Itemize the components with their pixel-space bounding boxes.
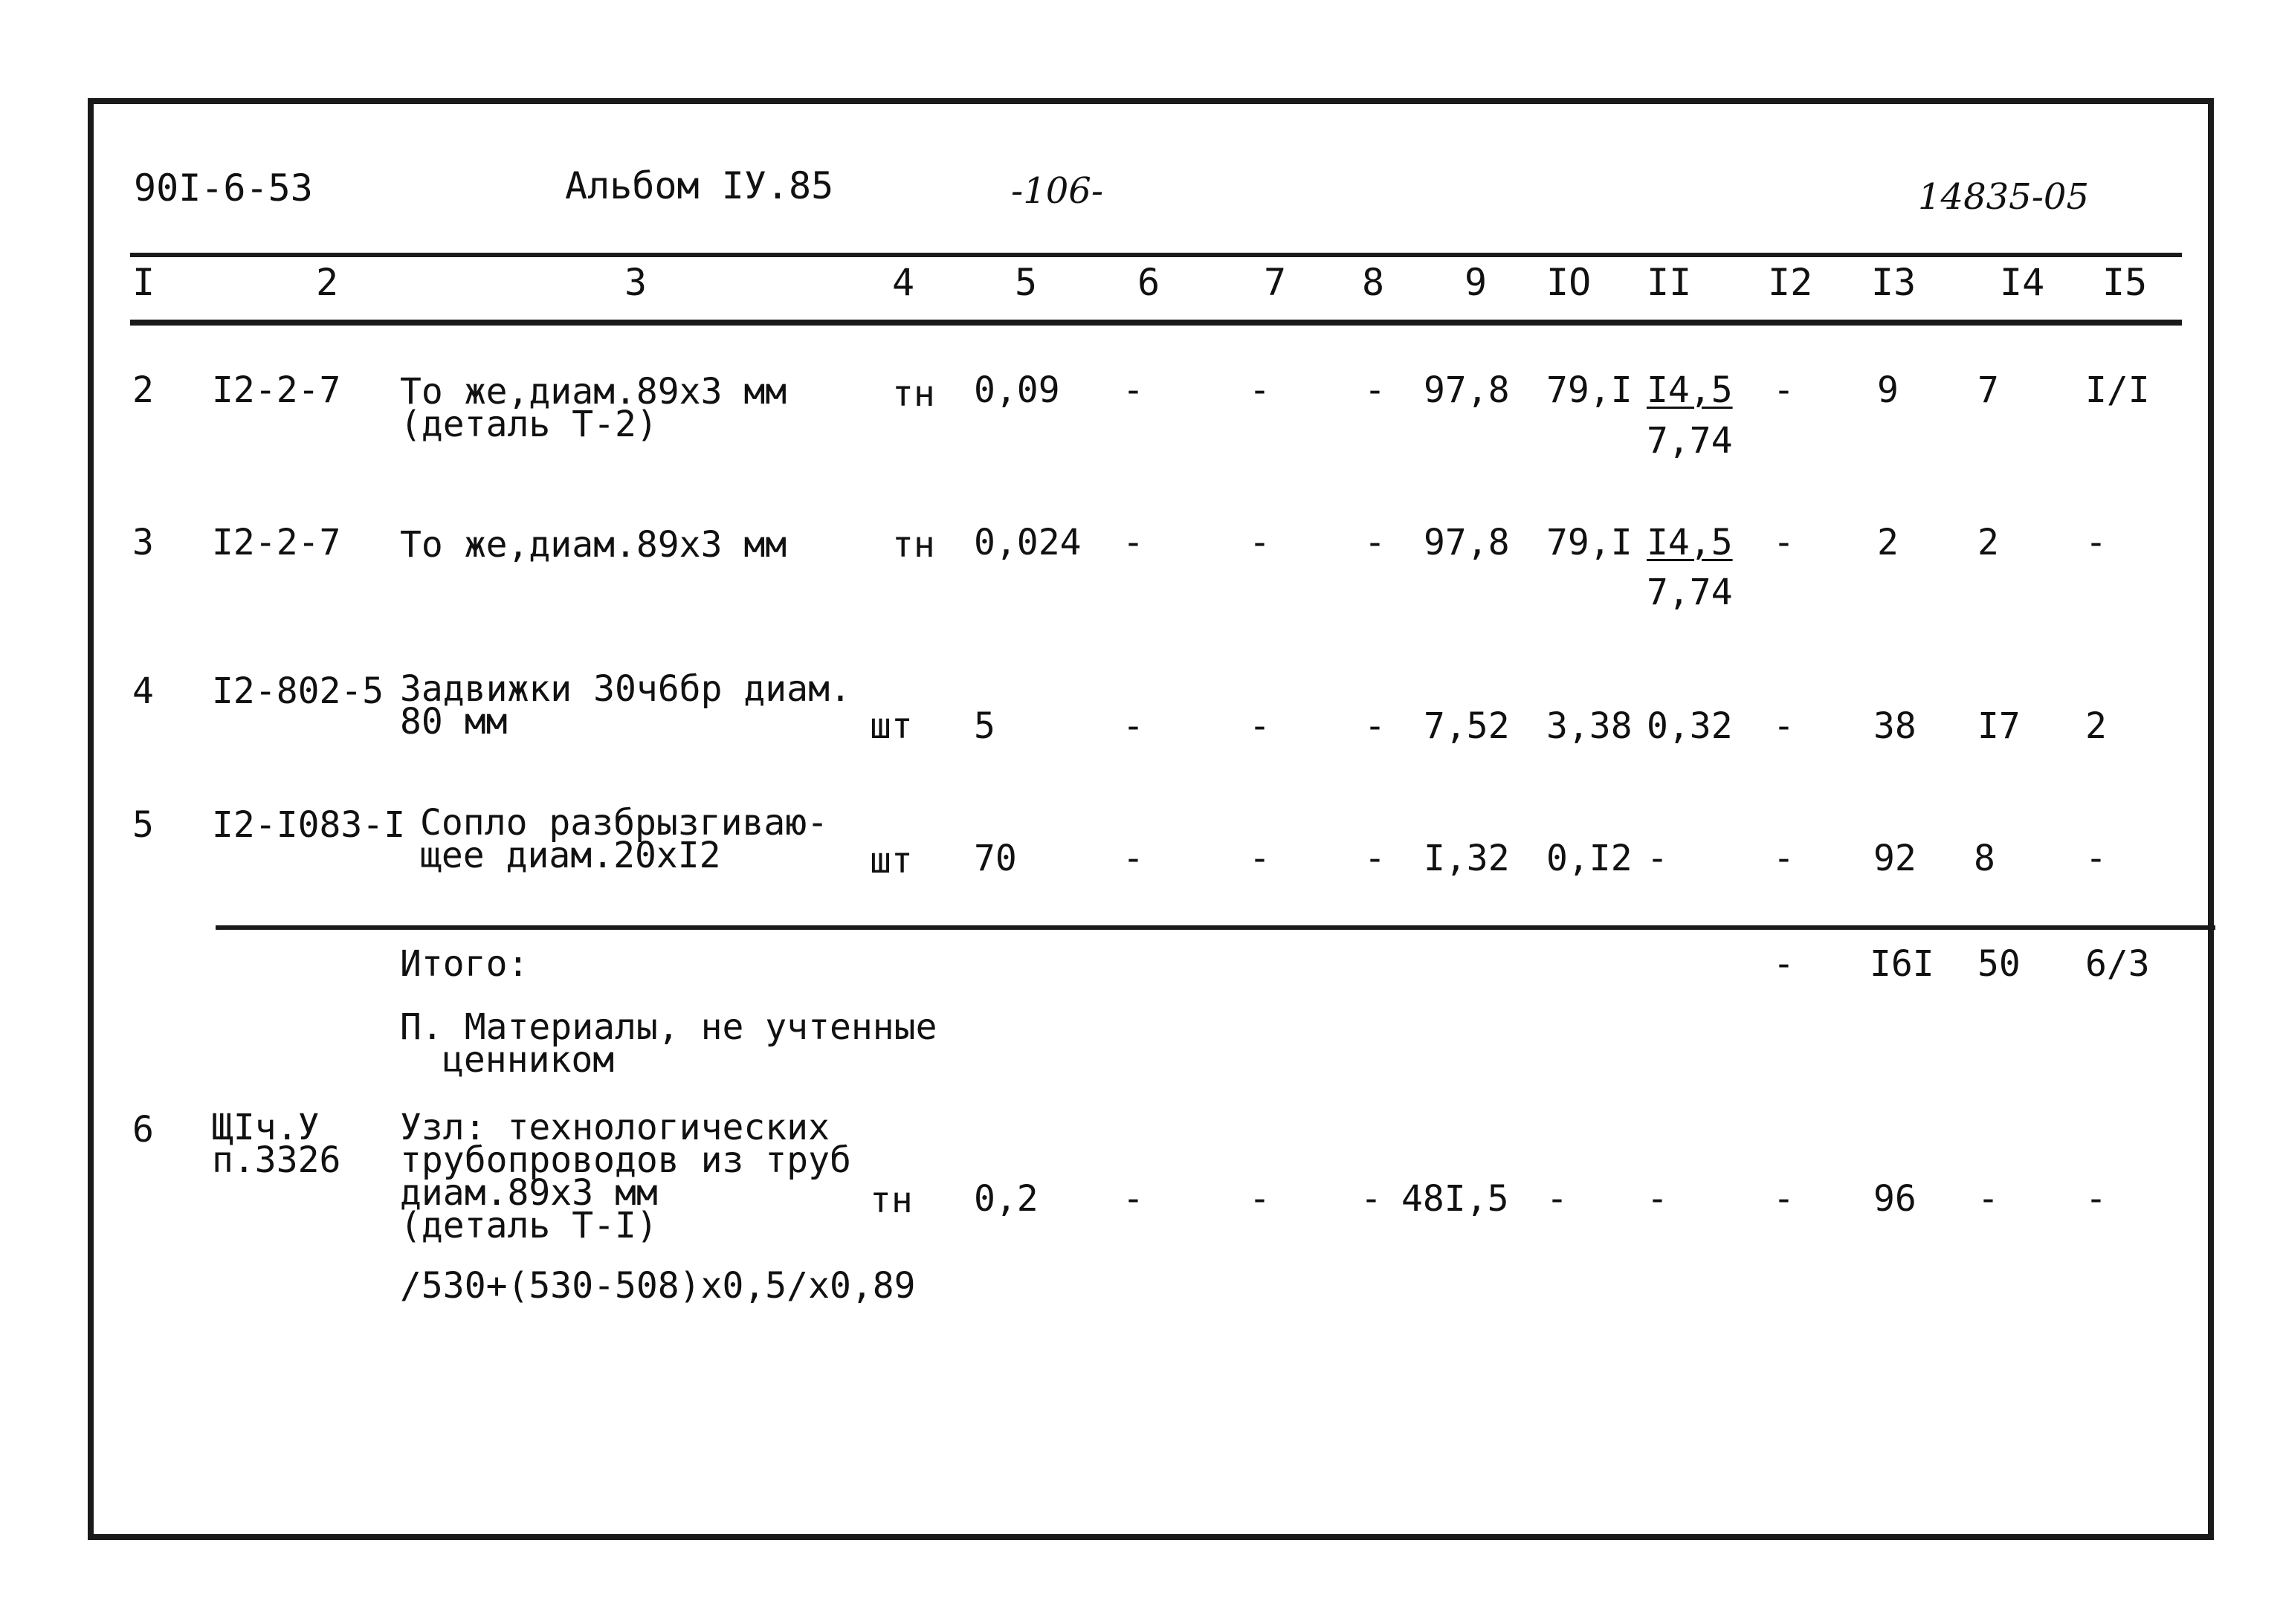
row-4-col8: - (1364, 705, 1386, 747)
column-number-9: 9 (1465, 261, 1488, 304)
column-number-10: IO (1546, 261, 1592, 304)
row-3-col13: 2 (1877, 522, 1899, 563)
row-5-col10: 0,I2 (1546, 838, 1633, 879)
document-code: 90I-6-53 (134, 166, 313, 210)
row-4-quantity: 5 (974, 705, 995, 747)
column-number-14: I4 (2000, 261, 2045, 304)
row-4-description-line-2: 80 мм (400, 701, 508, 743)
row-4-unit: шт (870, 705, 913, 747)
row-2-col12: - (1773, 369, 1795, 411)
row-5-col15: - (2085, 838, 2107, 879)
row-3-col14: 2 (1977, 522, 1999, 563)
row-5-description-line-1: Сопло разбрызгиваю- (420, 802, 829, 844)
row-6-number: 6 (132, 1109, 154, 1151)
album-title: Альбом IУ.85 (565, 164, 834, 207)
row-5-code: I2-I083-I (212, 804, 406, 846)
column-number-8: 8 (1362, 261, 1385, 304)
column-number-2: 2 (316, 261, 339, 304)
row-5-col13: 92 (1873, 838, 1917, 879)
row-3-col11-top: I4,5 (1647, 522, 1733, 563)
total-col13: I6I (1870, 943, 1934, 985)
row-2-col13: 9 (1877, 369, 1899, 411)
row-2-description-line-1: То же,диам.89х3 мм (400, 371, 787, 413)
row-4-col12: - (1773, 705, 1795, 747)
header-bottom-rule (130, 320, 2182, 326)
row-2-col15: I/I (2085, 369, 2150, 411)
row-3-description-line-1: То же,диам.89х3 мм (400, 524, 787, 566)
total-label: Итого: (400, 943, 529, 985)
row-6-col13: 96 (1873, 1178, 1917, 1220)
row-5-quantity: 70 (974, 838, 1017, 879)
row-6-code-line-2: п.3326 (212, 1139, 341, 1181)
page-frame (88, 98, 2214, 1540)
column-number-6: 6 (1137, 261, 1160, 304)
row-6-quantity: 0,2 (974, 1178, 1039, 1220)
row-5-col7: - (1249, 838, 1270, 879)
row-2-number: 2 (132, 369, 154, 411)
row-3-code: I2-2-7 (212, 522, 341, 563)
row-6-col9: 48I,5 (1401, 1178, 1509, 1220)
row-3-number: 3 (132, 522, 154, 563)
row-4-col14: I7 (1977, 705, 2021, 747)
row-2-col14: 7 (1977, 369, 1999, 411)
column-number-13: I3 (1871, 261, 1917, 304)
column-number-3: 3 (624, 261, 648, 304)
page-number: -106- (1011, 170, 1104, 212)
row-4-col15: 2 (2085, 705, 2107, 747)
row-3-col11-bottom: 7,74 (1647, 572, 1733, 613)
row-6-formula: /530+(530-508)х0,5/х0,89 (400, 1265, 916, 1307)
row-2-quantity: 0,09 (974, 369, 1060, 411)
row-4-col13: 38 (1873, 705, 1917, 747)
row-6-col8: - (1360, 1178, 1382, 1220)
row-3-col8: - (1364, 522, 1386, 563)
column-number-11: II (1647, 261, 1692, 304)
column-number-1: I (132, 261, 155, 304)
column-number-4: 4 (892, 261, 915, 304)
row-5-col9: I,32 (1424, 838, 1510, 879)
column-number-5: 5 (1015, 261, 1038, 304)
row-4-description-line-1: Задвижки 30ч6бр диам. (400, 668, 851, 710)
section-2-title-line-1: П. Материалы, не учтенные (400, 1006, 937, 1048)
row-6-description-line-2: трубопроводов из труб (400, 1139, 851, 1181)
row-2-col8: - (1364, 369, 1386, 411)
row-3-col7: - (1249, 522, 1270, 563)
row-4-col11: 0,32 (1647, 705, 1733, 747)
row-4-col7: - (1249, 705, 1270, 747)
row-4-code: I2-802-5 (212, 670, 384, 712)
row-6-unit: тн (870, 1180, 913, 1221)
row-2-col10: 79,I (1546, 369, 1633, 411)
row-6-col7: - (1249, 1178, 1270, 1220)
row-2-col11-bottom: 7,74 (1647, 420, 1733, 462)
row-6-col14: - (1977, 1178, 1999, 1220)
row-3-quantity: 0,024 (974, 522, 1082, 563)
row-6-col10: - (1546, 1178, 1568, 1220)
row-3-col12: - (1773, 522, 1795, 563)
row-5-col12: - (1773, 838, 1795, 879)
row-6-col12: - (1773, 1178, 1795, 1220)
row-5-unit: шт (870, 840, 913, 881)
row-4-number: 4 (132, 670, 154, 712)
row-3-unit: тн (892, 524, 935, 566)
row-6-description-line-1: Узл: технологических (400, 1107, 830, 1148)
row-3-col6: - (1123, 522, 1144, 563)
section-2-title-line-2: ценником (442, 1039, 615, 1081)
total-col14: 50 (1977, 943, 2021, 985)
header-top-rule (130, 253, 2182, 257)
row-2-col6: - (1123, 369, 1144, 411)
row-6-description-line-4: (деталь Т-I) (400, 1205, 658, 1246)
row-6-col15: - (2085, 1178, 2107, 1220)
total-col15: 6/3 (2085, 943, 2150, 985)
row-6-col11: - (1647, 1178, 1668, 1220)
column-number-7: 7 (1264, 261, 1287, 304)
row-5-number: 5 (132, 804, 154, 846)
row-5-col6: - (1123, 838, 1144, 879)
row-6-col6: - (1123, 1178, 1144, 1220)
row-5-col14: 8 (1974, 838, 1995, 879)
column-number-12: I2 (1768, 261, 1813, 304)
row-3-col10: 79,I (1546, 522, 1633, 563)
total-col12: - (1773, 943, 1795, 985)
row-5-col8: - (1364, 838, 1386, 879)
row-2-unit: тн (892, 373, 935, 415)
row-3-col15: - (2085, 522, 2107, 563)
row-5-description-line-2: щее диам.20хI2 (420, 835, 721, 876)
total-rule (216, 925, 2215, 930)
archive-number: 14835-05 (1918, 176, 2089, 218)
row-2-col9: 97,8 (1424, 369, 1510, 411)
row-4-col10: 3,38 (1546, 705, 1633, 747)
row-4-col6: - (1123, 705, 1144, 747)
row-6-code-line-1: ЩIч.У (212, 1107, 320, 1148)
row-2-code: I2-2-7 (212, 369, 341, 411)
row-4-col9: 7,52 (1424, 705, 1510, 747)
row-5-col11: - (1647, 838, 1668, 879)
row-2-col11-top: I4,5 (1647, 369, 1733, 411)
row-6-description-line-3: диам.89х3 мм (400, 1172, 658, 1214)
row-2-description-line-2: (деталь Т-2) (400, 404, 658, 445)
column-number-15: I5 (2102, 261, 2148, 304)
row-2-col7: - (1249, 369, 1270, 411)
row-3-col9: 97,8 (1424, 522, 1510, 563)
